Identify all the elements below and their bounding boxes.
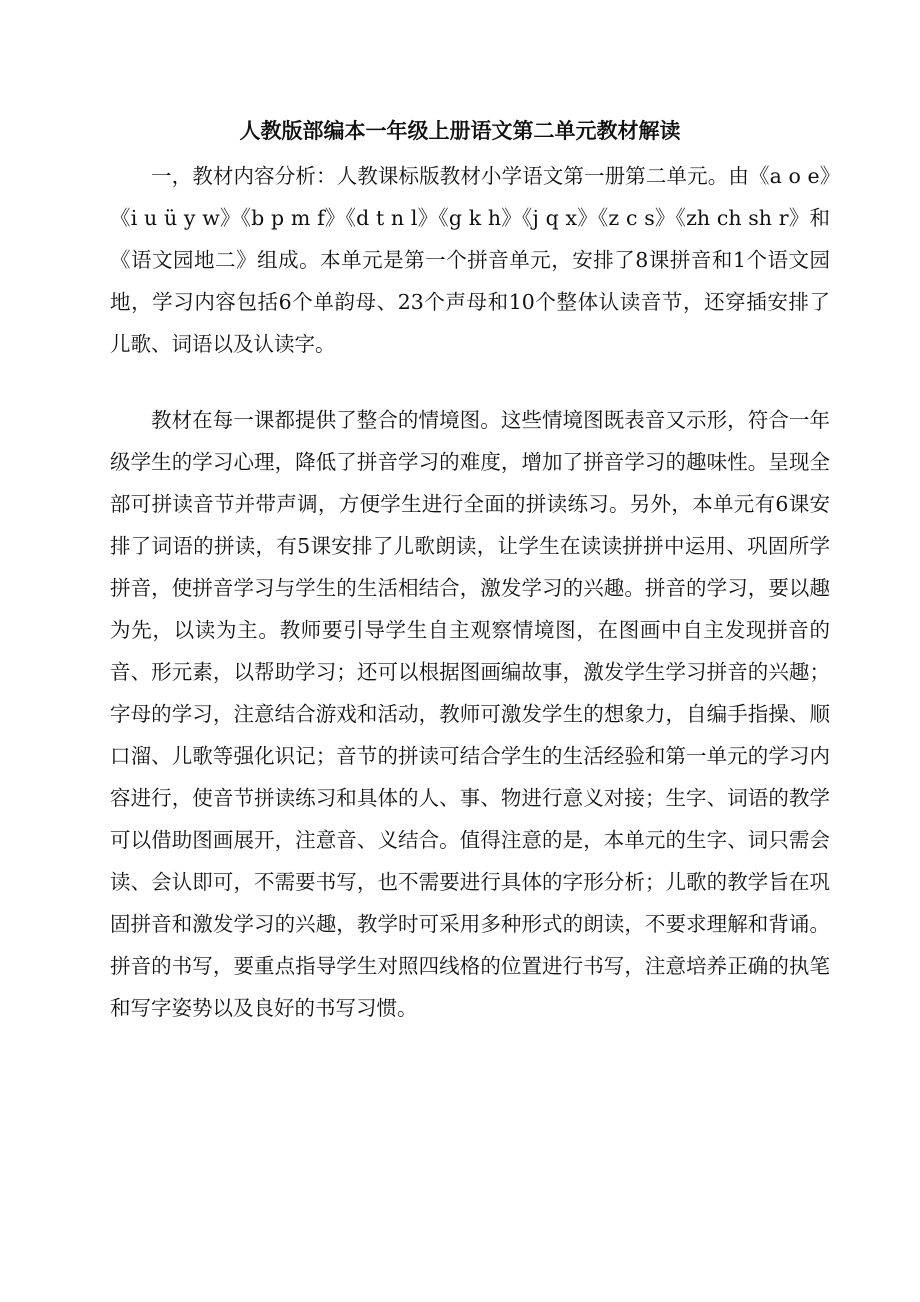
paragraph-content-analysis: 一，教材内容分析：人教课标版教材小学语文第一册第二单元。由《a o e》《i u ü y w》《b p m f》《d t n l》《g k h》《j q x》《z c s》《zh ch sh r》和《语文园地二》组成。本单元是第一个拼音单元，安排了8课拼音和1个语文园地，学习内容包括6个单韵母、23个声母和10个整体认读音节，还穿插安排了儿歌、词语以及认读字。	[110, 164, 830, 356]
document-title: 人教版部编本一年级上册语文第二单元教材解读	[239, 118, 681, 143]
paragraph-teaching-guidance: 教材在每一课都提供了整合的情境图。这些情境图既表音又示形，符合一年级学生的学习心理，降低了拼音学习的难度，增加了拼音学习的趣味性。呈现全部可拼读音节并带声调，方便学生进行全面的拼读练习。另外，本单元有6课安排了词语的拼读，有5课安排了儿歌朗读，让学生在读读拼拼中运用、巩固所学拼音，使拼音学习与学生的生活相结合，激发学习的兴趣。拼音的学习，要以趣为先，以读为主。教师要引导学生自主观察情境图，在图画中自主发现拼音的音、形元素，以帮助学习；还可以根据图画编故事，激发学生学习拼音的兴趣；字母的学习，注意结合游戏和活动，教师可激发学生的想象力，自编手指操、顺口溜、儿歌等强化识记；音节的拼读可结合学生的生活经验和第一单元的学习内容进行，使音节拼读练习和具体的人、事、物进行意义对接；生字、词语的教学可以借助图画展开，注意音、义结合。值得注意的是，本单元的生字、词只需会读、会认即可，不需要书写，也不需要进行具体的字形分析；儿歌的教学旨在巩固拼音和激发学习的兴趣，教学时可采用多种形式的朗读，不要求理解和背诵。拼音的书写，要重点指导学生对照四线格的位置进行书写，注意培养正确的执笔和写字姿势以及良好的书写习惯。	[110, 408, 830, 1020]
